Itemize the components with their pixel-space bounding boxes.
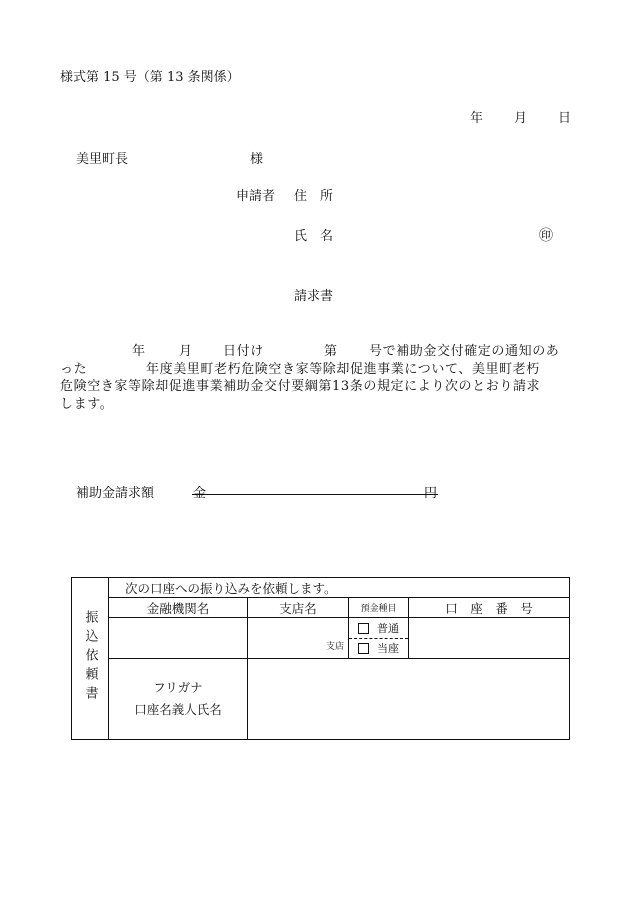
body-line-3: 危険空き家等除却促進事業補助金交付要綱第13条の規定により次のとおり請求	[60, 379, 541, 394]
body-line-2	[60, 361, 580, 379]
account-holder-field[interactable]	[248, 659, 570, 740]
transfer-side-label-cell	[72, 578, 109, 740]
amount-underline	[192, 494, 438, 495]
transfer-request-table	[71, 577, 570, 740]
body-line-1	[60, 343, 580, 361]
column-bank-name: 金融機関名	[109, 598, 248, 618]
date-year-label: 年	[470, 111, 484, 126]
addressee-mayor: 美里町長	[76, 152, 129, 167]
branch-suffix: 支店	[325, 642, 344, 652]
account-holder-label: 口座名義人氏名	[134, 702, 222, 717]
body-line-4: します。	[60, 396, 114, 412]
addressee-honorific: 様	[250, 152, 264, 167]
account-number-field[interactable]	[409, 618, 570, 659]
ordinary-checkbox[interactable]	[358, 623, 369, 634]
form-number: 様式第 15 号（第 13 条関係）	[60, 70, 240, 85]
transfer-side-label: 振込依頼書	[82, 609, 98, 705]
applicant-label: 申請者	[236, 189, 276, 204]
body-paragraph	[60, 343, 580, 413]
column-branch-name: 支店名	[248, 598, 349, 618]
deposit-type-current[interactable]	[349, 639, 408, 658]
current-label: 当座	[377, 642, 399, 655]
deposit-type-cell	[349, 618, 409, 659]
account-holder-label-cell	[109, 659, 248, 740]
body-number-prefix: 第	[324, 344, 338, 359]
name-label: 氏 名	[294, 229, 334, 244]
date-month-label: 月	[514, 111, 528, 126]
seal-mark: ㊞	[539, 228, 553, 244]
document-title: 請求書	[294, 289, 334, 304]
bank-name-field[interactable]	[109, 618, 248, 659]
current-checkbox[interactable]	[358, 643, 369, 654]
date-day-label: 日	[558, 111, 572, 126]
amount-unit: 円	[424, 486, 438, 501]
column-deposit-type: 預金種目	[349, 598, 409, 618]
branch-name-field[interactable]	[248, 618, 349, 659]
deposit-type-ordinary[interactable]	[349, 619, 408, 639]
body-line-1-rest: 号で補助金交付確定の通知のあ	[369, 344, 560, 359]
address-label: 住 所	[294, 189, 334, 204]
body-year: 年	[132, 344, 146, 359]
body-month: 月	[179, 344, 193, 359]
ordinary-label: 普通	[377, 622, 399, 635]
body-line-2-rest: 年度美里町老朽危険空き家等除却促進事業について、美里町老朽	[146, 361, 540, 377]
body-day-dated: 日付け	[223, 344, 264, 359]
column-account-number: 口 座 番 号	[409, 598, 570, 618]
amount-prefix: 金	[193, 486, 207, 501]
body-line-2-start: った	[60, 361, 88, 377]
furigana-label: フリガナ	[153, 680, 203, 695]
amount-label: 補助金請求額	[76, 486, 155, 501]
transfer-header: 次の口座への振り込みを依頼します。	[109, 578, 570, 598]
